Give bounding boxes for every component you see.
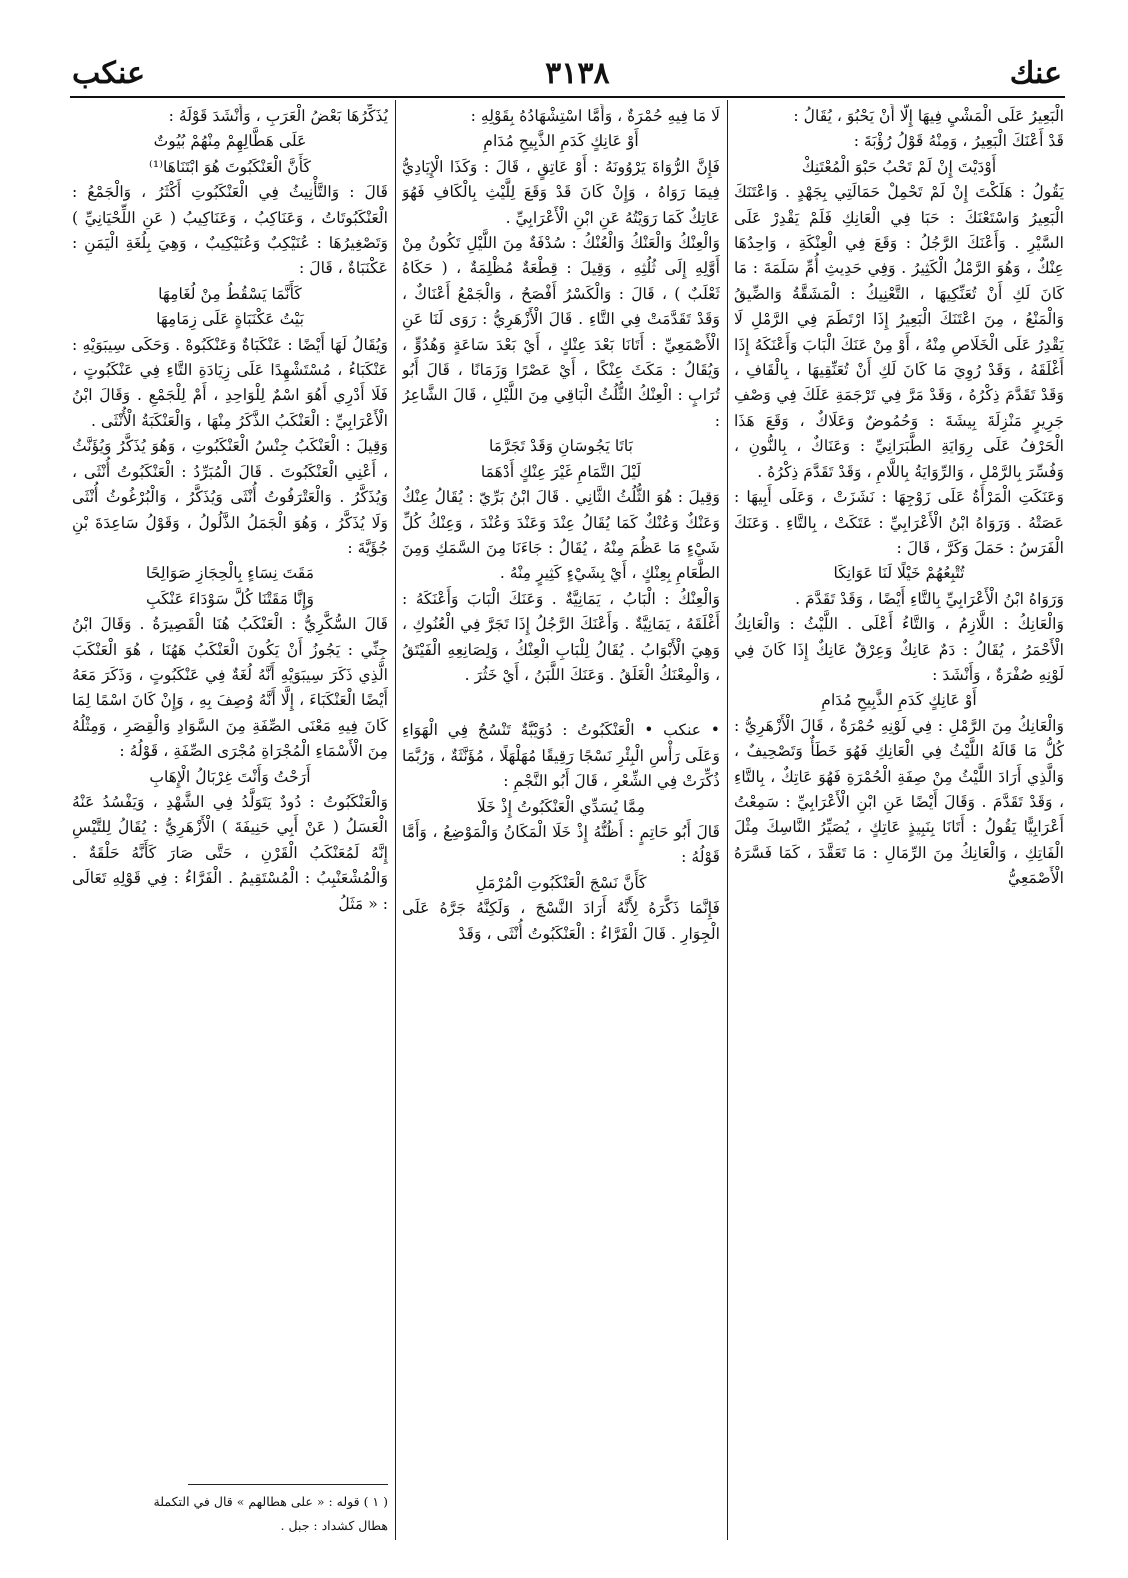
verse-line: مَقَتَ نِسَاءٍ بِالْحِجَازِ صَوَالِحًا <box>145 564 315 583</box>
paragraph: وَقِيلَ : الْعَنْكَبُ جِنْسُ الْعَنْكَبُوتِ ، وَهُوَ يُذَكَّرُ وَيُؤَنَّثُ ، أَعْنِي الْعَنْكَبُوتَ . قَالَ الْمُبَرِّدُ : الْعَنْكَبُوتُ أُنْثَى ، وَيُذَكَّرُ . وَالْعَتْرَفُوتُ أُنْثَى وَيُذَكَّرُ ، وَالْبُرْغُوثُ أُنْثَى وَلَا يُذَكَّرُ ، وَهُوَ الْجَمَلُ الذَّلُولُ ، وَقَوْلُ سَاعِدَةَ بْنِ جُؤَيَّةَ : <box>72 437 388 557</box>
paragraph: قَالَ أَبُو حَاتِمٍ : أَظُنُّهُ إِذْ خَلَا الْمَكَانُ وَالْمَوْضِعُ ، وَأَمَّا قَوْلُهُ : <box>402 822 720 867</box>
paragraph: فَإِنَّمَا ذَكَّرَهُ لِأَنَّهُ أَرَادَ النَّسْجَ ، وَلَكِنَّهُ جَرَّهُ عَلَى الْجِوَارِ . قَالَ الْفَرَّاءُ : الْعَنْكَبُوتُ أُنْثَى ، وَقَدْ <box>402 899 720 943</box>
verse-line: مِمَّا يُسَدِّي الْعَنْكَبُوتُ إِذْ خَلَا <box>476 797 646 816</box>
page-header <box>72 52 1062 94</box>
verse-line: أَوْدَيْتَ إِنْ لَمْ تَحْبُ حَبْوَ الْمُعْتَنِكْ <box>801 157 997 176</box>
paragraph: يَقُولُ : هَلَكْتَ إِنْ لَمْ تَحْمِلْ حَمَالَتِي بِجَهْدٍ . وَاعْتَنَكَ الْبَعِيرُ وَاسْتَعْنَكَ : حَبَا فِي الْعَانِكِ فَلَمْ يَقْدِرْ عَلَى السَّيْرِ . وَأَعْنَكَ الرَّجُلُ : وَقَعَ فِي الْعِنْكَةِ ، وَاحِدُهَا عِنْكٌ ، وَهُوَ الرَّمْلُ الْكَثِيرُ . وَفِي حَدِيثِ أُمِّ سَلَمَةَ : مَا كَانَ لَكِ أَنْ تُعَنِّكِيهَا ، التَّعْنِيكُ : الْمَشَقَّةُ وَالضِّيقُ وَالْمَنْعُ ، مِنَ اعْتَنَكَ الْبَعِيرُ إِذَا ارْتَطَمَ فِي الرَّمْلِ لَا يَقْدِرُ عَلَى الْخَلَاصِ مِنْهُ ، أَوْ مِنْ عَنَكَ الْبَابَ وَأَعْنَكَهُ إِذَا أَغْلَقَهُ ، وَقَدْ رُوِيَ مَا كَانَ لَكِ أَنْ تُعَنِّقِيهَا ، بِالْقَافِ ، وَقَدْ تَقَدَّمَ ذِكْرُهُ ، وَقَدْ مَرَّ فِي تَرْجَمَةِ عَلَكَ فِي وَصْفِ جَرِيرٍ مَنْزِلَةَ بِيشَةَ : وَحُمُوضٌ وَعَلَاكٌ ، وَقَعَ هَذَا الْحَرْفُ عَلَى رِوَايَةِ الطَّبَرَانِيِّ : وَعَنَاكٌ ، بِالنُّونِ ، وَفُسِّرَ بِالرَّمْلِ ، وَالرِّوَايَةُ بِاللَّامِ ، وَقَدْ تَقَدَّمَ ذِكْرُهُ . <box>734 183 1064 481</box>
verse-line: بَيْتُ عَكْنَبَاةٍ عَلَى زِمَامِهَا <box>156 310 304 329</box>
footnote-rule <box>188 1484 388 1485</box>
footnote-line: ( ١ ) قوله : « على هطالهم » قال في التكملة <box>153 1494 388 1509</box>
running-headword-left: عنكب <box>72 55 145 91</box>
verse-line: كَأَنَّ نَسْجَ الْعَنْكَبُوتِ الْمُرْمَلِ <box>475 873 647 892</box>
page-number: ٣١٣٨ <box>545 55 610 91</box>
text-line: لَا مَا فِيهِ حُمْرَةٌ ، وَأَمَّا اسْتِشْهَادُهُ بِقَوْلِهِ : <box>470 107 720 125</box>
footnote <box>72 1490 388 1538</box>
column-left <box>72 104 388 1544</box>
text-line: يُذَكِّرُهَا بَعْضُ الْعَرَبِ ، وَأَنْشَدَ قَوْلَهُ : <box>168 107 388 125</box>
paragraph: وَرَوَاهُ ابْنُ الْأَعْرَابِيِّ بِالتَّاءِ أَيْضًا ، وَقَدْ تَقَدَّمَ . <box>795 589 1064 608</box>
verse-line: عَلَى هَطَّالِهِمْ مِنْهُمْ بُيُوتٌ <box>153 132 307 151</box>
verse-line: أَوْ عَانِكٍ كَدَمِ الذَّبِيحِ مُدَامِ <box>821 691 977 710</box>
text-line: قَدْ أَعْنَكَ الْبَعِيرُ ، وَمِنْهُ قَوْلُ رُؤْبَةَ : <box>853 132 1064 151</box>
paragraph: وَالْعِنْكُ وَالْعَنْكُ وَالْعُنْكُ : سُدْفَةٌ مِنَ اللَّيْلِ تَكُونُ مِنْ أَوَّلِهِ إِلَى ثُلُثِهِ ، وَقِيلَ : قِطْعَةٌ مُظْلِمَةٌ ، ( حَكَاهُ ثَعْلَبٌ ) ، قَالَ : وَالْكَسْرُ أَفْصَحُ ، وَالْجَمْعُ أَعْنَاكٌ ، وَقَدْ تَقَدَّمَتْ فِي التَّاءِ . قَالَ الْأَزْهَرِيُّ : رَوَى لَنَا عَنِ الْأَصْمَعِيِّ : أَتَانَا بَعْدَ عِنْكٍ ، أَيْ بَعْدَ سَاعَةٍ وَهُدُوٍّ ، وَيُقَالُ : مَكَثَ عِنْكًا ، أَيْ عَصْرًا وَزَمَانًا ، قَالَ أَبُو تُرَابٍ : الْعِنْكُ الثُّلُثُ الْبَاقِي مِنَ اللَّيْلِ ، قَالَ الشَّاعِرُ : <box>402 234 720 430</box>
paragraph: وَالْعَانِكُ مِنَ الرَّمْلِ : فِي لَوْنِهِ حُمْرَةٌ ، قَالَ الْأَزْهَرِيُّ : كُلُّ مَا قَالَهُ اللَّيْثُ فِي الْعَانِكِ فَهُوَ خَطَأٌ وَتَصْحِيفٌ ، وَالَّذِي أَرَادَ اللَّيْثُ مِنْ صِفَةِ الْحُمْرَةِ فَهُوَ عَاتِكٌ ، بِالتَّاءِ ، وَقَدْ تَقَدَّمَ . وَقَالَ أَيْضًا عَنِ ابْنِ الْأَعْرَابِيِّ : سَمِعْتُ أَعْرَابِيًّا يَقُولُ : أَتَانَا بِنَبِيذٍ عَاتِكٍ ، يُصَيِّرُ النَّاسِكَ مِثْلَ الْفَاتِكِ ، وَالْعَانِكُ مِنَ الرِّمَالِ : مَا تَعَقَّدَ ، كَمَا فَسَّرَهُ الْأَصْمَعِيُّ <box>734 716 1064 888</box>
paragraph: وَالْعِنْكُ : الْبَابُ ، يَمَانِيَّةٌ . وَعَنَكَ الْبَابَ وَأَعْنَكَهُ : أَغْلَقَهُ ، يَمَانِيَّةٌ . وَأَعْنَكَ الرَّجُلُ إِذَا تَجَرَّ فِي الْعُنُوكِ ، وَهِيَ الْأَبْوَابُ . يُقَالُ لِلْبَابِ الْعِنْكُ ، وَلِصَانِعِهِ الْفَيْتَقُ ، وَالْمِعْنَكُ الْغَلَقُ . وَعَنَكَ اللَّبَنُ ، أَيْ خَثُرَ . <box>402 589 720 684</box>
entry-start-anakab: • عنكب • الْعَنْكَبُوتُ : دُوَيْبَّةٌ تَنْسُجُ فِي الْهَوَاءِ وَعَلَى رَأْسِ الْبِئْرِ نَسْجًا رَقِيقًا مُهَلْهَلًا ، مُؤَنَّثَةٌ ، وَرُبَّمَا ذُكِّرَتْ فِي الشِّعْرِ ، قَالَ أَبُو النَّجْمِ : <box>402 721 720 791</box>
paragraph: وَالْعَانِكُ : اللَّازِمُ ، وَالتَّاءُ أَعْلَى . اللَّيْثُ : وَالْعَانِكُ الْأَحْمَرُ ، يُقَالُ : دَمٌ عَانِكٌ وَعِرْقٌ عَانِكٌ إِذَا كَانَ فِي لَوْنِهِ صُفْرَةٌ ، وَأَنْشَدَ : <box>734 615 1064 684</box>
paragraph: وَيُقَالُ لَهَا أَيْضًا : عَنْكَبَاةٌ وَعَنْكَبُوهْ . وَحَكَى سِيبَوَيْهِ : عَنْكَبَاءُ ، مُسْتَشْهِدًا عَلَى زِيَادَةِ التَّاءِ فِي عَنْكَبُوتٍ ، فَلَا أَدْرِي أَهُوَ اسْمٌ لِلْوَاحِدِ ، أَمْ لِلْجَمْعِ . وَقَالَ ابْنُ الْأَعْرَابِيِّ : الْعَنْكَبُ الذَّكَرُ مِنْهَا ، وَالْعَنْكَبَةُ الْأُنْثَى . <box>72 335 388 430</box>
text-line: الْبَعِيرُ عَلَى الْمَشْيِ فِيهَا إِلَّا أَنْ يَحْبُوَ ، يُقَالُ : <box>793 107 1064 125</box>
column-divider <box>395 100 396 1540</box>
paragraph: قَالَ : وَالتَّأْنِيثُ فِي الْعَنْكَبُوتِ أَكْثَرُ ، وَالْجَمْعُ : الْعَنْكَبُوتَاتُ ، وَعَنَاكِبُ ، وَعَنَاكِيبُ ( عَنِ اللِّحْيَانِيِّ ) وَتَصْغِيرُهَا : عُنَيْكِبٌ وَعُنَيْكِيبٌ ، وَهِيَ بِلُغَةِ الْيَمَنِ : عَكْنَبَاةٌ ، قَالَ : <box>72 183 388 278</box>
column-middle <box>402 104 720 1544</box>
verse-line: أَوْ عَانِكٍ كَدَمِ الذَّبِيحِ مُدَامِ <box>483 132 639 151</box>
paragraph: وَالْعَنْكَبُوتُ : دُودٌ يَتَوَلَّدُ فِي الشَّهْدِ ، وَيَفْسُدُ عَنْهُ الْعَسَلُ ( عَنْ أَبِي حَنِيفَةَ ) الْأَزْهَرِيُّ : يُقَالُ لِلتَّيْسِ إِنَّهُ لَمُعَنْكَبُ الْقَرْنِ ، حَتَّى صَارَ كَأَنَّهُ حَلْقَةٌ . وَالْمُشْعَنْبِبُ : الْمُسْتَقِيمُ . الْفَرَّاءُ : فِي قَوْلِهِ تَعَالَى : « مَثَلُ <box>72 792 388 913</box>
footnote-line: هطال كشداد : جبل . <box>280 1518 388 1533</box>
header-rule <box>70 96 1065 98</box>
verse-line: كَأَنَّمَا يَسْقُطُ مِنْ لُغَامِهَا <box>158 284 302 303</box>
verse-line: كَأَنَّ الْعَنْكَبُوتَ هُوَ ابْتَنَاهَا⁽¹⁾ <box>149 157 311 176</box>
verse-line: بَاتَا يَجُوسَانِ وَقَدْ تَجَرَّمَا <box>488 437 634 456</box>
paragraph: وَعَنَكَتِ الْمَرْأَةُ عَلَى زَوْجِهَا : نَشَزَتْ ، وَعَلَى أَبِيهَا : عَصَتْهُ . وَرَوَاهُ ابْنُ الْأَعْرَابِيِّ : عَتَكَتْ ، بِالتَّاءِ . وَعَنَكَ الْفَرَسُ : حَمَلَ وَكَرَّ ، قَالَ : <box>734 488 1064 557</box>
verse-line: لَيْلَ التَّمَامِ غَيْرَ عِنْكٍ أَدْهَمَا <box>480 462 642 481</box>
verse-line: تُتْبِعُهُمْ خَيْلًا لَنَا عَوَانِكَا <box>833 564 965 583</box>
column-divider <box>727 100 728 1540</box>
verse-line: وَإِنَّا مَقَتْنَا كُلَّ سَوْدَاءَ عَنْكَبِ <box>145 589 315 608</box>
paragraph: فَإِنَّ الرُّوَاةَ يَرْوُونَهُ : أَوْ عَاتِقٍ ، قَالَ : وَكَذَا الْإِيَادِيُّ فِيمَا رَوَاهُ ، وَإِنْ كَانَ قَدْ وَقَعَ لِلَّيْثِ بِالْكَافِ فَهُوَ عَاتِكٌ كَمَا رَوَيْتُهُ عَنِ ابْنِ الْأَعْرَابِيِّ . <box>402 157 720 227</box>
verse-line: أَرَحْتُ وَأَنْتَ غِرْبَالُ الْإِهَابِ <box>149 767 311 786</box>
paragraph: قَالَ السُّكَّرِيُّ : الْعَنْكَبُ هُنَا الْقَصِيرَةُ . وَقَالَ ابْنُ جِنِّي : يَجُوزُ أَنْ يَكُونَ الْعَنْكَبُ هَهُنَا ، هُوَ الْعَنْكَبَ الَّذِي ذَكَرَ سِيبَوَيْهِ أَنَّهُ لُغَةٌ فِي عَنْكَبُوتٍ ، وَذَكَرَ مَعَهُ أَيْضًا الْعَنْكَبَاءَ ، إِلَّا أَنَّهُ وُصِفَ بِهِ ، وَإِنْ كَانَ اسْمًا لِمَا كَانَ فِيهِ مَعْنَى الصِّفَةِ مِنَ السَّوَادِ وَالْقِصَرِ ، وَمِثْلُهُ مِنَ الْأَسْمَاءِ الْمُجْرَاةِ مُجْرَى الصِّفَةِ ، قَوْلُهُ : <box>72 615 388 761</box>
running-headword-right: عنك <box>1009 55 1062 91</box>
column-right <box>734 104 1064 1544</box>
paragraph: وَقِيلَ : هُوَ الثُّلُثُ الثَّانِي . قَالَ ابْنُ بَرِّيّ : يُقَالُ عِنْكٌ وَعَنْكٌ وَعُنْكٌ كَمَا يُقَالُ عِنْدَ وَعَنْدَ وَعُنْدَ ، وَعِنْكُ كُلِّ شَيْءٍ مَا عَظُمَ مِنْهُ ، يُقَالُ : جَاءَنَا مِنَ السَّمَكِ وَمِنَ الطَّعَامِ بِعِنْكٍ ، أَيْ بِشَيْءٍ كَثِيرٍ مِنْهُ . <box>402 488 720 583</box>
